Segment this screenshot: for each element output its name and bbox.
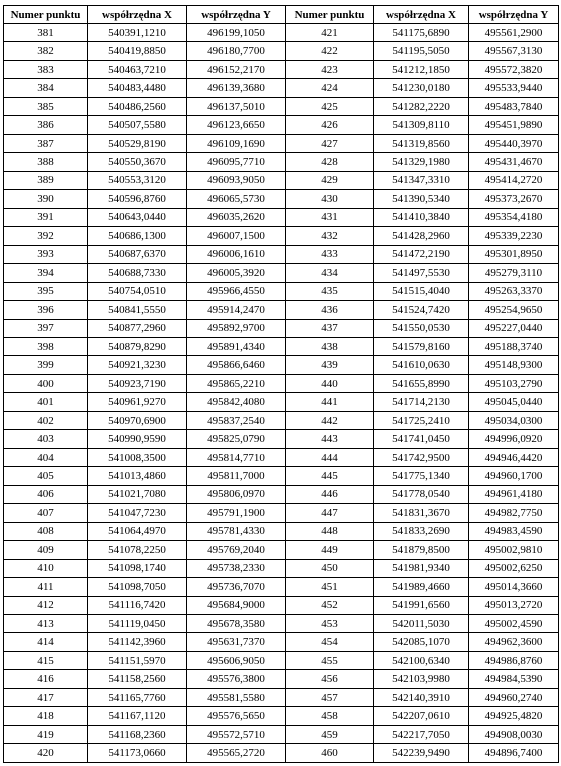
cell-coord-x-right: 542207,0610 xyxy=(374,707,469,725)
cell-coord-y-left: 495736,7070 xyxy=(187,578,286,596)
table-row xyxy=(4,615,559,633)
header-coord-y-left: współrzędna Y xyxy=(187,6,286,24)
cell-coord-x-left: 540688,7330 xyxy=(88,264,187,282)
cell-coord-x-right: 541879,8500 xyxy=(374,541,469,559)
cell-point-number-left: 419 xyxy=(4,725,88,743)
table-row xyxy=(4,725,559,743)
cell-coord-x-left: 541165,7760 xyxy=(88,688,187,706)
cell-coord-x-right: 541989,4660 xyxy=(374,578,469,596)
cell-coord-y-right: 495013,2720 xyxy=(469,596,559,614)
cell-coord-x-right: 542103,9980 xyxy=(374,670,469,688)
cell-coord-y-left: 496035,2620 xyxy=(187,208,286,226)
cell-coord-x-right: 541472,2190 xyxy=(374,245,469,263)
cell-coord-y-left: 495565,2720 xyxy=(187,744,286,763)
cell-point-number-right: 434 xyxy=(286,264,374,282)
coordinates-table xyxy=(3,5,559,763)
cell-coord-x-left: 540754,0510 xyxy=(88,282,187,300)
cell-coord-y-left: 496093,9050 xyxy=(187,171,286,189)
cell-coord-x-left: 540877,2960 xyxy=(88,319,187,337)
cell-point-number-left: 383 xyxy=(4,60,88,78)
cell-point-number-right: 445 xyxy=(286,467,374,485)
table-row xyxy=(4,227,559,245)
cell-point-number-left: 411 xyxy=(4,578,88,596)
header-point-number-right: Numer punktu xyxy=(286,6,374,24)
table-row xyxy=(4,356,559,374)
table-row xyxy=(4,504,559,522)
table-row xyxy=(4,245,559,263)
cell-coord-x-right: 541329,1980 xyxy=(374,153,469,171)
cell-point-number-left: 410 xyxy=(4,559,88,577)
cell-coord-x-right: 541991,6560 xyxy=(374,596,469,614)
table-row xyxy=(4,319,559,337)
cell-coord-y-left: 495914,2470 xyxy=(187,301,286,319)
table-row xyxy=(4,301,559,319)
cell-coord-y-right: 495572,3820 xyxy=(469,60,559,78)
header-coord-x-right: współrzędna X xyxy=(374,6,469,24)
cell-coord-y-left: 495572,5710 xyxy=(187,725,286,743)
cell-point-number-right: 431 xyxy=(286,208,374,226)
cell-point-number-left: 386 xyxy=(4,116,88,134)
header-coord-x-left: współrzędna X xyxy=(88,6,187,24)
cell-coord-y-left: 496180,7700 xyxy=(187,42,286,60)
cell-coord-x-right: 541833,2690 xyxy=(374,522,469,540)
cell-coord-x-right: 541230,0180 xyxy=(374,79,469,97)
cell-coord-y-right: 495339,2230 xyxy=(469,227,559,245)
cell-coord-y-left: 495678,3580 xyxy=(187,615,286,633)
cell-coord-y-right: 495279,3110 xyxy=(469,264,559,282)
cell-point-number-left: 409 xyxy=(4,541,88,559)
cell-coord-x-left: 540841,5550 xyxy=(88,301,187,319)
cell-coord-y-right: 495533,9440 xyxy=(469,79,559,97)
cell-coord-y-right: 495002,6250 xyxy=(469,559,559,577)
cell-point-number-left: 385 xyxy=(4,97,88,115)
table-row xyxy=(4,559,559,577)
table-row xyxy=(4,79,559,97)
cell-point-number-left: 393 xyxy=(4,245,88,263)
cell-point-number-right: 428 xyxy=(286,153,374,171)
table-row xyxy=(4,688,559,706)
cell-point-number-left: 406 xyxy=(4,485,88,503)
cell-point-number-left: 387 xyxy=(4,134,88,152)
table-row xyxy=(4,60,559,78)
cell-point-number-left: 392 xyxy=(4,227,88,245)
cell-coord-x-right: 541309,8110 xyxy=(374,116,469,134)
cell-coord-x-right: 542085,1070 xyxy=(374,633,469,651)
cell-point-number-right: 439 xyxy=(286,356,374,374)
cell-coord-x-left: 540990,9590 xyxy=(88,430,187,448)
cell-coord-x-left: 540921,3230 xyxy=(88,356,187,374)
table-row xyxy=(4,578,559,596)
cell-coord-y-right: 495301,8950 xyxy=(469,245,559,263)
cell-coord-x-left: 541078,2250 xyxy=(88,541,187,559)
cell-coord-x-left: 541158,2560 xyxy=(88,670,187,688)
cell-coord-y-left: 495791,1900 xyxy=(187,504,286,522)
cell-point-number-right: 460 xyxy=(286,744,374,763)
cell-coord-y-left: 495576,3800 xyxy=(187,670,286,688)
cell-coord-y-left: 495891,4340 xyxy=(187,337,286,355)
table-row xyxy=(4,134,559,152)
cell-coord-x-left: 540391,1210 xyxy=(88,24,187,42)
table-row xyxy=(4,707,559,725)
cell-coord-x-left: 540419,8850 xyxy=(88,42,187,60)
cell-coord-x-right: 541497,5530 xyxy=(374,264,469,282)
table-row xyxy=(4,190,559,208)
cell-coord-y-right: 495440,3970 xyxy=(469,134,559,152)
cell-coord-y-right: 494986,8760 xyxy=(469,651,559,669)
cell-coord-x-right: 541410,3840 xyxy=(374,208,469,226)
cell-coord-y-left: 496095,7710 xyxy=(187,153,286,171)
cell-coord-x-right: 541195,5050 xyxy=(374,42,469,60)
cell-coord-y-right: 494961,4180 xyxy=(469,485,559,503)
cell-coord-y-right: 495034,0300 xyxy=(469,411,559,429)
cell-coord-x-right: 541390,5340 xyxy=(374,190,469,208)
cell-point-number-left: 399 xyxy=(4,356,88,374)
cell-coord-x-left: 541167,1120 xyxy=(88,707,187,725)
cell-point-number-right: 459 xyxy=(286,725,374,743)
cell-coord-y-right: 494946,4420 xyxy=(469,448,559,466)
table-row xyxy=(4,651,559,669)
cell-coord-x-left: 541047,7230 xyxy=(88,504,187,522)
cell-coord-x-right: 541347,3310 xyxy=(374,171,469,189)
cell-point-number-right: 449 xyxy=(286,541,374,559)
cell-coord-y-left: 495738,2330 xyxy=(187,559,286,577)
cell-point-number-right: 422 xyxy=(286,42,374,60)
cell-coord-x-left: 540486,2560 xyxy=(88,97,187,115)
cell-coord-x-right: 542217,7050 xyxy=(374,725,469,743)
cell-point-number-right: 425 xyxy=(286,97,374,115)
cell-point-number-right: 451 xyxy=(286,578,374,596)
table-row xyxy=(4,541,559,559)
cell-point-number-right: 444 xyxy=(286,448,374,466)
cell-coord-x-right: 541282,2220 xyxy=(374,97,469,115)
cell-coord-y-right: 495431,4670 xyxy=(469,153,559,171)
cell-point-number-right: 432 xyxy=(286,227,374,245)
table-row xyxy=(4,374,559,392)
cell-coord-y-left: 496137,5010 xyxy=(187,97,286,115)
cell-point-number-left: 413 xyxy=(4,615,88,633)
cell-coord-x-left: 541013,4860 xyxy=(88,467,187,485)
cell-point-number-left: 402 xyxy=(4,411,88,429)
cell-coord-y-right: 494960,1700 xyxy=(469,467,559,485)
cell-point-number-right: 427 xyxy=(286,134,374,152)
cell-point-number-right: 446 xyxy=(286,485,374,503)
cell-point-number-left: 418 xyxy=(4,707,88,725)
cell-coord-x-right: 541515,4040 xyxy=(374,282,469,300)
cell-point-number-left: 414 xyxy=(4,633,88,651)
cell-coord-y-right: 495483,7840 xyxy=(469,97,559,115)
cell-point-number-left: 405 xyxy=(4,467,88,485)
cell-point-number-right: 452 xyxy=(286,596,374,614)
cell-coord-y-left: 495806,0970 xyxy=(187,485,286,503)
cell-point-number-right: 450 xyxy=(286,559,374,577)
cell-coord-y-left: 495769,2040 xyxy=(187,541,286,559)
cell-point-number-left: 388 xyxy=(4,153,88,171)
cell-coord-x-right: 542100,6340 xyxy=(374,651,469,669)
cell-coord-x-left: 541173,0660 xyxy=(88,744,187,763)
cell-coord-x-left: 540961,9270 xyxy=(88,393,187,411)
cell-coord-x-right: 542239,9490 xyxy=(374,744,469,763)
table-row xyxy=(4,153,559,171)
cell-coord-x-left: 541098,1740 xyxy=(88,559,187,577)
cell-point-number-right: 456 xyxy=(286,670,374,688)
cell-point-number-right: 441 xyxy=(286,393,374,411)
cell-point-number-left: 396 xyxy=(4,301,88,319)
table-row xyxy=(4,467,559,485)
cell-coord-x-right: 542011,5030 xyxy=(374,615,469,633)
cell-coord-y-right: 494984,5390 xyxy=(469,670,559,688)
cell-point-number-right: 424 xyxy=(286,79,374,97)
cell-coord-y-left: 496109,1690 xyxy=(187,134,286,152)
cell-coord-x-left: 540463,7210 xyxy=(88,60,187,78)
cell-coord-x-right: 541655,8990 xyxy=(374,374,469,392)
cell-point-number-right: 426 xyxy=(286,116,374,134)
cell-coord-x-left: 541098,7050 xyxy=(88,578,187,596)
cell-point-number-left: 394 xyxy=(4,264,88,282)
cell-point-number-left: 401 xyxy=(4,393,88,411)
cell-coord-x-left: 541168,2360 xyxy=(88,725,187,743)
cell-coord-x-left: 540923,7190 xyxy=(88,374,187,392)
cell-coord-y-left: 495837,2540 xyxy=(187,411,286,429)
cell-coord-y-right: 495373,2670 xyxy=(469,190,559,208)
cell-coord-y-left: 495892,9700 xyxy=(187,319,286,337)
cell-coord-y-right: 495227,0440 xyxy=(469,319,559,337)
table-row xyxy=(4,337,559,355)
cell-coord-x-left: 541151,5970 xyxy=(88,651,187,669)
table-row xyxy=(4,171,559,189)
cell-coord-y-left: 496123,6650 xyxy=(187,116,286,134)
cell-coord-x-left: 541116,7420 xyxy=(88,596,187,614)
cell-point-number-right: 436 xyxy=(286,301,374,319)
cell-coord-x-left: 540483,4480 xyxy=(88,79,187,97)
cell-coord-x-right: 541610,0630 xyxy=(374,356,469,374)
table-row xyxy=(4,596,559,614)
cell-point-number-left: 412 xyxy=(4,596,88,614)
cell-coord-y-right: 495263,3370 xyxy=(469,282,559,300)
table-row xyxy=(4,116,559,134)
cell-point-number-right: 440 xyxy=(286,374,374,392)
cell-point-number-right: 447 xyxy=(286,504,374,522)
cell-point-number-left: 420 xyxy=(4,744,88,763)
cell-point-number-left: 397 xyxy=(4,319,88,337)
table-row xyxy=(4,744,559,763)
cell-coord-x-right: 541524,7420 xyxy=(374,301,469,319)
cell-coord-x-right: 541175,6890 xyxy=(374,24,469,42)
table-row xyxy=(4,485,559,503)
cell-coord-y-right: 494996,0920 xyxy=(469,430,559,448)
table-row xyxy=(4,264,559,282)
cell-coord-x-left: 540596,8760 xyxy=(88,190,187,208)
cell-coord-y-left: 495581,5580 xyxy=(187,688,286,706)
cell-coord-x-left: 540550,3670 xyxy=(88,153,187,171)
cell-coord-y-left: 496065,5730 xyxy=(187,190,286,208)
table-row xyxy=(4,448,559,466)
cell-coord-y-right: 495567,3130 xyxy=(469,42,559,60)
cell-coord-y-right: 495002,4590 xyxy=(469,615,559,633)
cell-coord-x-left: 540529,8190 xyxy=(88,134,187,152)
header-coord-y-right: współrzędna Y xyxy=(469,6,559,24)
cell-point-number-left: 403 xyxy=(4,430,88,448)
cell-coord-x-left: 540643,0440 xyxy=(88,208,187,226)
cell-coord-x-left: 541119,0450 xyxy=(88,615,187,633)
cell-coord-y-right: 495451,9890 xyxy=(469,116,559,134)
cell-point-number-right: 454 xyxy=(286,633,374,651)
cell-coord-x-right: 541775,1340 xyxy=(374,467,469,485)
cell-coord-y-right: 495354,4180 xyxy=(469,208,559,226)
table-row xyxy=(4,282,559,300)
cell-coord-x-right: 541714,2130 xyxy=(374,393,469,411)
cell-coord-y-left: 496006,1610 xyxy=(187,245,286,263)
cell-coord-x-right: 541741,0450 xyxy=(374,430,469,448)
cell-coord-y-left: 495684,9000 xyxy=(187,596,286,614)
cell-coord-y-left: 495631,7370 xyxy=(187,633,286,651)
cell-point-number-left: 398 xyxy=(4,337,88,355)
cell-coord-y-left: 496199,1050 xyxy=(187,24,286,42)
cell-coord-x-right: 541831,3670 xyxy=(374,504,469,522)
table-row xyxy=(4,208,559,226)
cell-coord-y-left: 495865,2210 xyxy=(187,374,286,392)
cell-point-number-right: 430 xyxy=(286,190,374,208)
cell-coord-x-left: 540686,1300 xyxy=(88,227,187,245)
cell-coord-x-left: 541021,7080 xyxy=(88,485,187,503)
cell-coord-x-left: 540553,3120 xyxy=(88,171,187,189)
cell-point-number-left: 407 xyxy=(4,504,88,522)
cell-coord-x-right: 541550,0530 xyxy=(374,319,469,337)
cell-point-number-left: 408 xyxy=(4,522,88,540)
cell-coord-y-left: 495576,5650 xyxy=(187,707,286,725)
cell-point-number-left: 400 xyxy=(4,374,88,392)
cell-point-number-left: 384 xyxy=(4,79,88,97)
cell-point-number-left: 416 xyxy=(4,670,88,688)
cell-coord-y-right: 495414,2720 xyxy=(469,171,559,189)
cell-coord-y-right: 494925,4820 xyxy=(469,707,559,725)
cell-point-number-right: 421 xyxy=(286,24,374,42)
cell-coord-x-left: 541008,3500 xyxy=(88,448,187,466)
cell-point-number-right: 429 xyxy=(286,171,374,189)
cell-coord-y-right: 495103,2790 xyxy=(469,374,559,392)
cell-coord-y-left: 495811,7000 xyxy=(187,467,286,485)
cell-point-number-right: 448 xyxy=(286,522,374,540)
cell-coord-x-left: 540687,6370 xyxy=(88,245,187,263)
cell-coord-x-right: 541981,9340 xyxy=(374,559,469,577)
cell-point-number-left: 404 xyxy=(4,448,88,466)
cell-coord-x-right: 542140,3910 xyxy=(374,688,469,706)
cell-coord-x-left: 541142,3960 xyxy=(88,633,187,651)
cell-coord-y-left: 495606,9050 xyxy=(187,651,286,669)
cell-point-number-right: 438 xyxy=(286,337,374,355)
cell-coord-x-left: 541064,4970 xyxy=(88,522,187,540)
cell-coord-y-right: 495148,9300 xyxy=(469,356,559,374)
cell-coord-x-right: 541742,9500 xyxy=(374,448,469,466)
cell-coord-y-left: 495781,4330 xyxy=(187,522,286,540)
cell-coord-x-left: 540507,5580 xyxy=(88,116,187,134)
cell-point-number-left: 390 xyxy=(4,190,88,208)
cell-coord-y-right: 494982,7750 xyxy=(469,504,559,522)
cell-coord-y-right: 494983,4590 xyxy=(469,522,559,540)
cell-point-number-left: 389 xyxy=(4,171,88,189)
table-row xyxy=(4,393,559,411)
cell-point-number-right: 453 xyxy=(286,615,374,633)
cell-coord-x-right: 541319,8560 xyxy=(374,134,469,152)
cell-point-number-left: 382 xyxy=(4,42,88,60)
cell-coord-y-left: 495842,4080 xyxy=(187,393,286,411)
header-point-number-left: Numer punktu xyxy=(4,6,88,24)
table-row xyxy=(4,670,559,688)
cell-point-number-left: 395 xyxy=(4,282,88,300)
cell-point-number-right: 433 xyxy=(286,245,374,263)
cell-point-number-right: 455 xyxy=(286,651,374,669)
header-row xyxy=(4,6,559,24)
cell-coord-y-right: 494962,3600 xyxy=(469,633,559,651)
cell-point-number-right: 443 xyxy=(286,430,374,448)
table-row xyxy=(4,97,559,115)
table-row xyxy=(4,24,559,42)
cell-point-number-left: 417 xyxy=(4,688,88,706)
cell-coord-x-left: 540970,6900 xyxy=(88,411,187,429)
cell-coord-x-right: 541579,8160 xyxy=(374,337,469,355)
cell-point-number-right: 437 xyxy=(286,319,374,337)
cell-coord-y-left: 495814,7710 xyxy=(187,448,286,466)
cell-point-number-right: 457 xyxy=(286,688,374,706)
cell-coord-y-right: 495188,3740 xyxy=(469,337,559,355)
table-row xyxy=(4,411,559,429)
cell-coord-x-left: 540879,8290 xyxy=(88,337,187,355)
cell-coord-x-right: 541428,2960 xyxy=(374,227,469,245)
cell-coord-x-right: 541212,1850 xyxy=(374,60,469,78)
cell-point-number-right: 458 xyxy=(286,707,374,725)
cell-coord-y-right: 494896,7400 xyxy=(469,744,559,763)
table-row xyxy=(4,633,559,651)
cell-coord-y-left: 496139,3680 xyxy=(187,79,286,97)
cell-coord-x-right: 541725,2410 xyxy=(374,411,469,429)
cell-coord-y-left: 496152,2170 xyxy=(187,60,286,78)
table-row xyxy=(4,430,559,448)
cell-coord-y-right: 495002,9810 xyxy=(469,541,559,559)
cell-coord-y-left: 495825,0790 xyxy=(187,430,286,448)
cell-coord-y-right: 495561,2900 xyxy=(469,24,559,42)
cell-point-number-left: 391 xyxy=(4,208,88,226)
cell-coord-y-right: 495014,3660 xyxy=(469,578,559,596)
cell-point-number-left: 381 xyxy=(4,24,88,42)
cell-coord-y-left: 495866,6460 xyxy=(187,356,286,374)
cell-point-number-right: 423 xyxy=(286,60,374,78)
cell-coord-y-right: 494908,0030 xyxy=(469,725,559,743)
cell-coord-y-right: 494960,2740 xyxy=(469,688,559,706)
cell-coord-y-left: 496007,1500 xyxy=(187,227,286,245)
cell-point-number-left: 415 xyxy=(4,651,88,669)
cell-point-number-right: 442 xyxy=(286,411,374,429)
cell-coord-y-right: 495045,0440 xyxy=(469,393,559,411)
cell-coord-y-left: 496005,3920 xyxy=(187,264,286,282)
cell-point-number-right: 435 xyxy=(286,282,374,300)
table-row xyxy=(4,42,559,60)
cell-coord-y-right: 495254,9650 xyxy=(469,301,559,319)
table-row xyxy=(4,522,559,540)
cell-coord-y-left: 495966,4550 xyxy=(187,282,286,300)
cell-coord-x-right: 541778,0540 xyxy=(374,485,469,503)
